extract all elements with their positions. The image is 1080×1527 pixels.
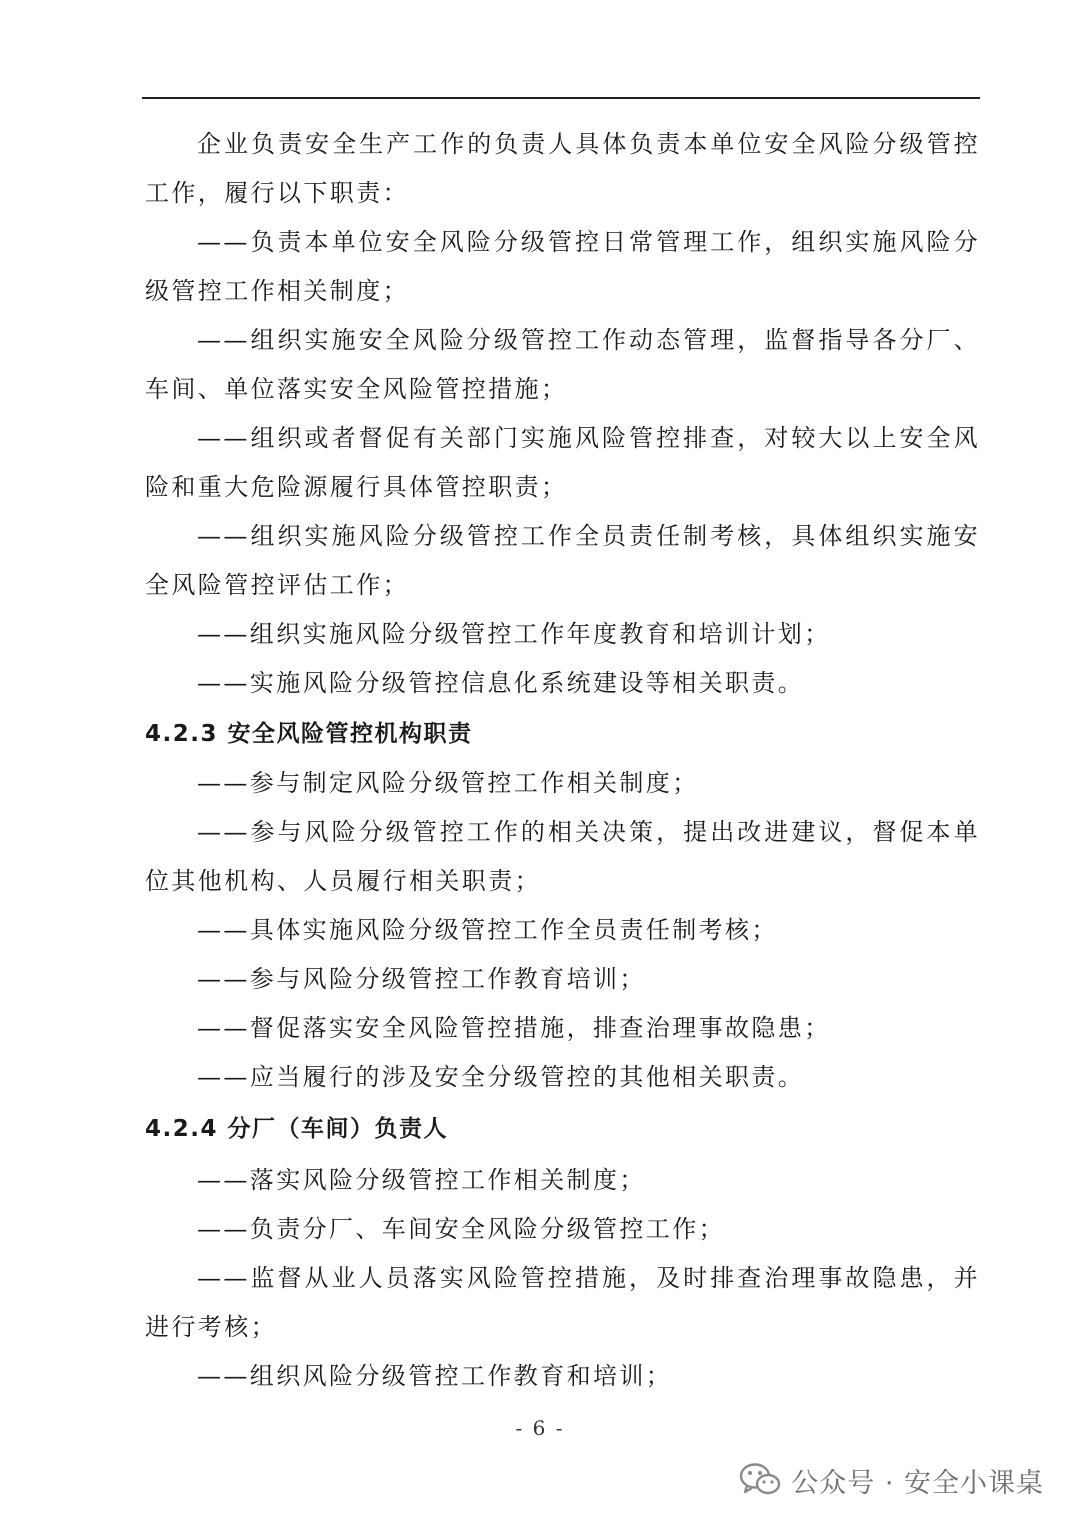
watermark: [739, 1455, 1044, 1505]
section-423-item: ——具体实施风险分级管控工作全员责任制考核；: [197, 916, 778, 944]
paragraph-item: ——负责本单位安全风险分级管控日常管理工作，组织实施风险分级管控工作相关制度；: [145, 228, 980, 305]
header-rule: [142, 97, 980, 99]
page-number: - 6 -: [515, 1416, 565, 1440]
paragraph-item: ——组织实施安全风险分级管控工作动态管理，监督指导各分厂、车间、单位落实安全风险管控措施；: [145, 326, 980, 403]
section-heading-4-2-3: 4.2.3 安全风险管控机构职责: [145, 721, 473, 747]
paragraph-item: ——组织或者督促有关部门实施风险管控排查，对较大以上安全风险和重大危险源履行具体管控职责；: [145, 424, 980, 501]
section-424-item: ——组织风险分级管控工作教育和培训；: [197, 1362, 673, 1390]
paragraph-item: ——组织实施风险分级管控工作年度教育和培训计划；: [197, 620, 831, 648]
section-423-item: ——应当履行的涉及安全分级管控的其他相关职责。: [197, 1063, 805, 1091]
wechat-icon: [739, 1462, 781, 1498]
section-424-item: ——负责分厂、车间安全风险分级管控工作；: [197, 1215, 725, 1243]
paragraph-item: ——实施风险分级管控信息化系统建设等相关职责。: [197, 669, 805, 697]
watermark-text: 公众号 · 安全小课桌: [791, 1467, 1044, 1499]
section-423-item: ——参与风险分级管控工作的相关决策，提出改进建议，督促本单位其他机构、人员履行相关职责；: [145, 818, 980, 895]
section-423-item: ——督促落实安全风险管控措施，排查治理事故隐患；: [197, 1014, 831, 1042]
section-424-item: ——落实风险分级管控工作相关制度；: [197, 1166, 646, 1194]
section-heading-4-2-4: 4.2.4 分厂（车间）负责人: [145, 1116, 448, 1142]
paragraph-intro: 企业负责安全生产工作的负责人具体负责本单位安全风险分级管控工作，履行以下职责：: [145, 130, 980, 207]
paragraph-item: ——组织实施风险分级管控工作全员责任制考核，具体组织实施安全风险管控评估工作；: [145, 522, 980, 599]
section-424-item: ——监督从业人员落实风险管控措施，及时排查治理事故隐患，并进行考核；: [145, 1264, 980, 1341]
section-423-item: ——参与风险分级管控工作教育培训；: [197, 965, 646, 993]
section-423-item: ——参与制定风险分级管控工作相关制度；: [197, 769, 699, 797]
